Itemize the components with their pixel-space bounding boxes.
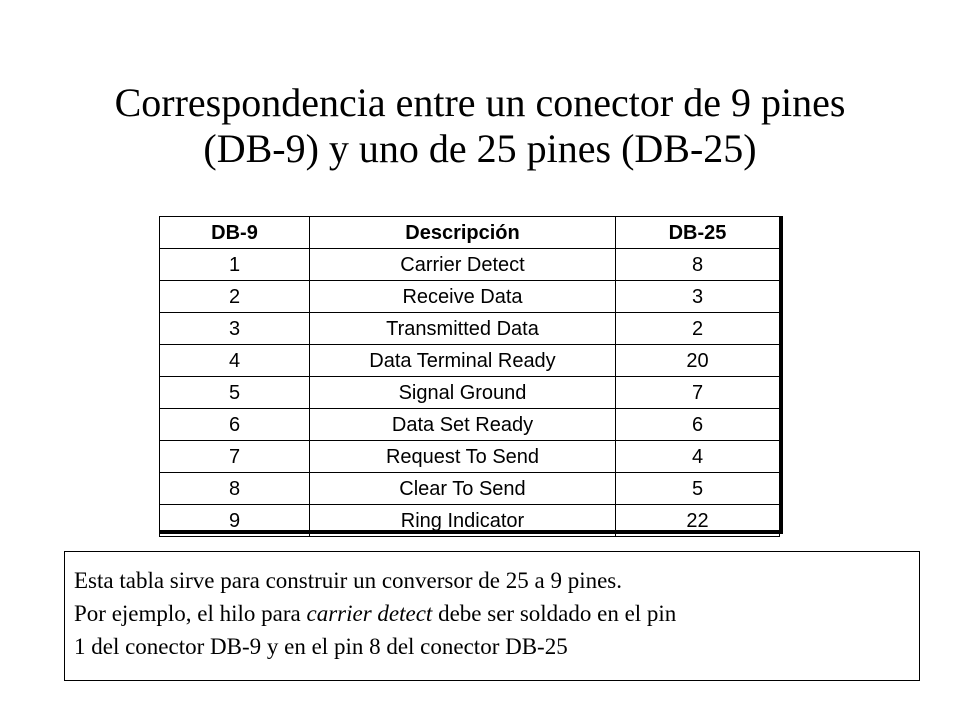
slide-title [0,80,960,172]
db25-pin-cell: 5 [616,473,780,505]
description-cell: Receive Data [310,281,616,313]
note-line-2-emphasis: carrier detect [306,601,433,626]
table-row [160,281,780,313]
title-line-2: (DB-9) y uno de 25 pines (DB-25) [203,126,757,171]
db9-pin-cell: 3 [160,313,310,345]
db25-pin-cell: 3 [616,281,780,313]
description-cell: Request To Send [310,441,616,473]
description-cell: Ring Indicator [310,505,616,537]
table-row [160,441,780,473]
db25-pin-cell: 4 [616,441,780,473]
table-row [160,345,780,377]
header-db9: DB-9 [160,217,310,249]
description-cell: Transmitted Data [310,313,616,345]
db25-pin-cell: 20 [616,345,780,377]
table-row [160,313,780,345]
note-line-3: 1 del conector DB-9 y en el pin 8 del conector DB-25 [74,634,568,659]
description-cell: Signal Ground [310,377,616,409]
db25-pin-cell: 7 [616,377,780,409]
db25-pin-cell: 6 [616,409,780,441]
db25-pin-cell: 2 [616,313,780,345]
db9-pin-cell: 4 [160,345,310,377]
db9-pin-cell: 7 [160,441,310,473]
table-header-row [160,217,780,249]
db9-pin-cell: 1 [160,249,310,281]
db25-pin-cell: 8 [616,249,780,281]
description-cell: Data Terminal Ready [310,345,616,377]
db9-pin-cell: 6 [160,409,310,441]
note-line-2-start: Por ejemplo, el hilo para [74,601,307,626]
header-description: Descripción [310,217,616,249]
db9-pin-cell: 2 [160,281,310,313]
pin-correspondence-table [159,216,783,534]
note-line-1: Esta tabla sirve para construir un conversor de 25 a 9 pines. [74,568,622,593]
table-row [160,377,780,409]
explanation-note-box [64,551,920,681]
table-row [160,473,780,505]
header-db25: DB-25 [616,217,780,249]
description-cell: Data Set Ready [310,409,616,441]
note-line-2-end: debe ser soldado en el pin [432,601,677,626]
description-cell: Clear To Send [310,473,616,505]
description-cell: Carrier Detect [310,249,616,281]
note-line-2 [74,597,919,630]
table-row [160,249,780,281]
db9-pin-cell: 9 [160,505,310,537]
db25-pin-cell: 22 [616,505,780,537]
db9-pin-cell: 5 [160,377,310,409]
db9-pin-cell: 8 [160,473,310,505]
table-row [160,409,780,441]
title-line-1: Correspondencia entre un conector de 9 pines [114,80,846,125]
table-row [160,505,780,537]
